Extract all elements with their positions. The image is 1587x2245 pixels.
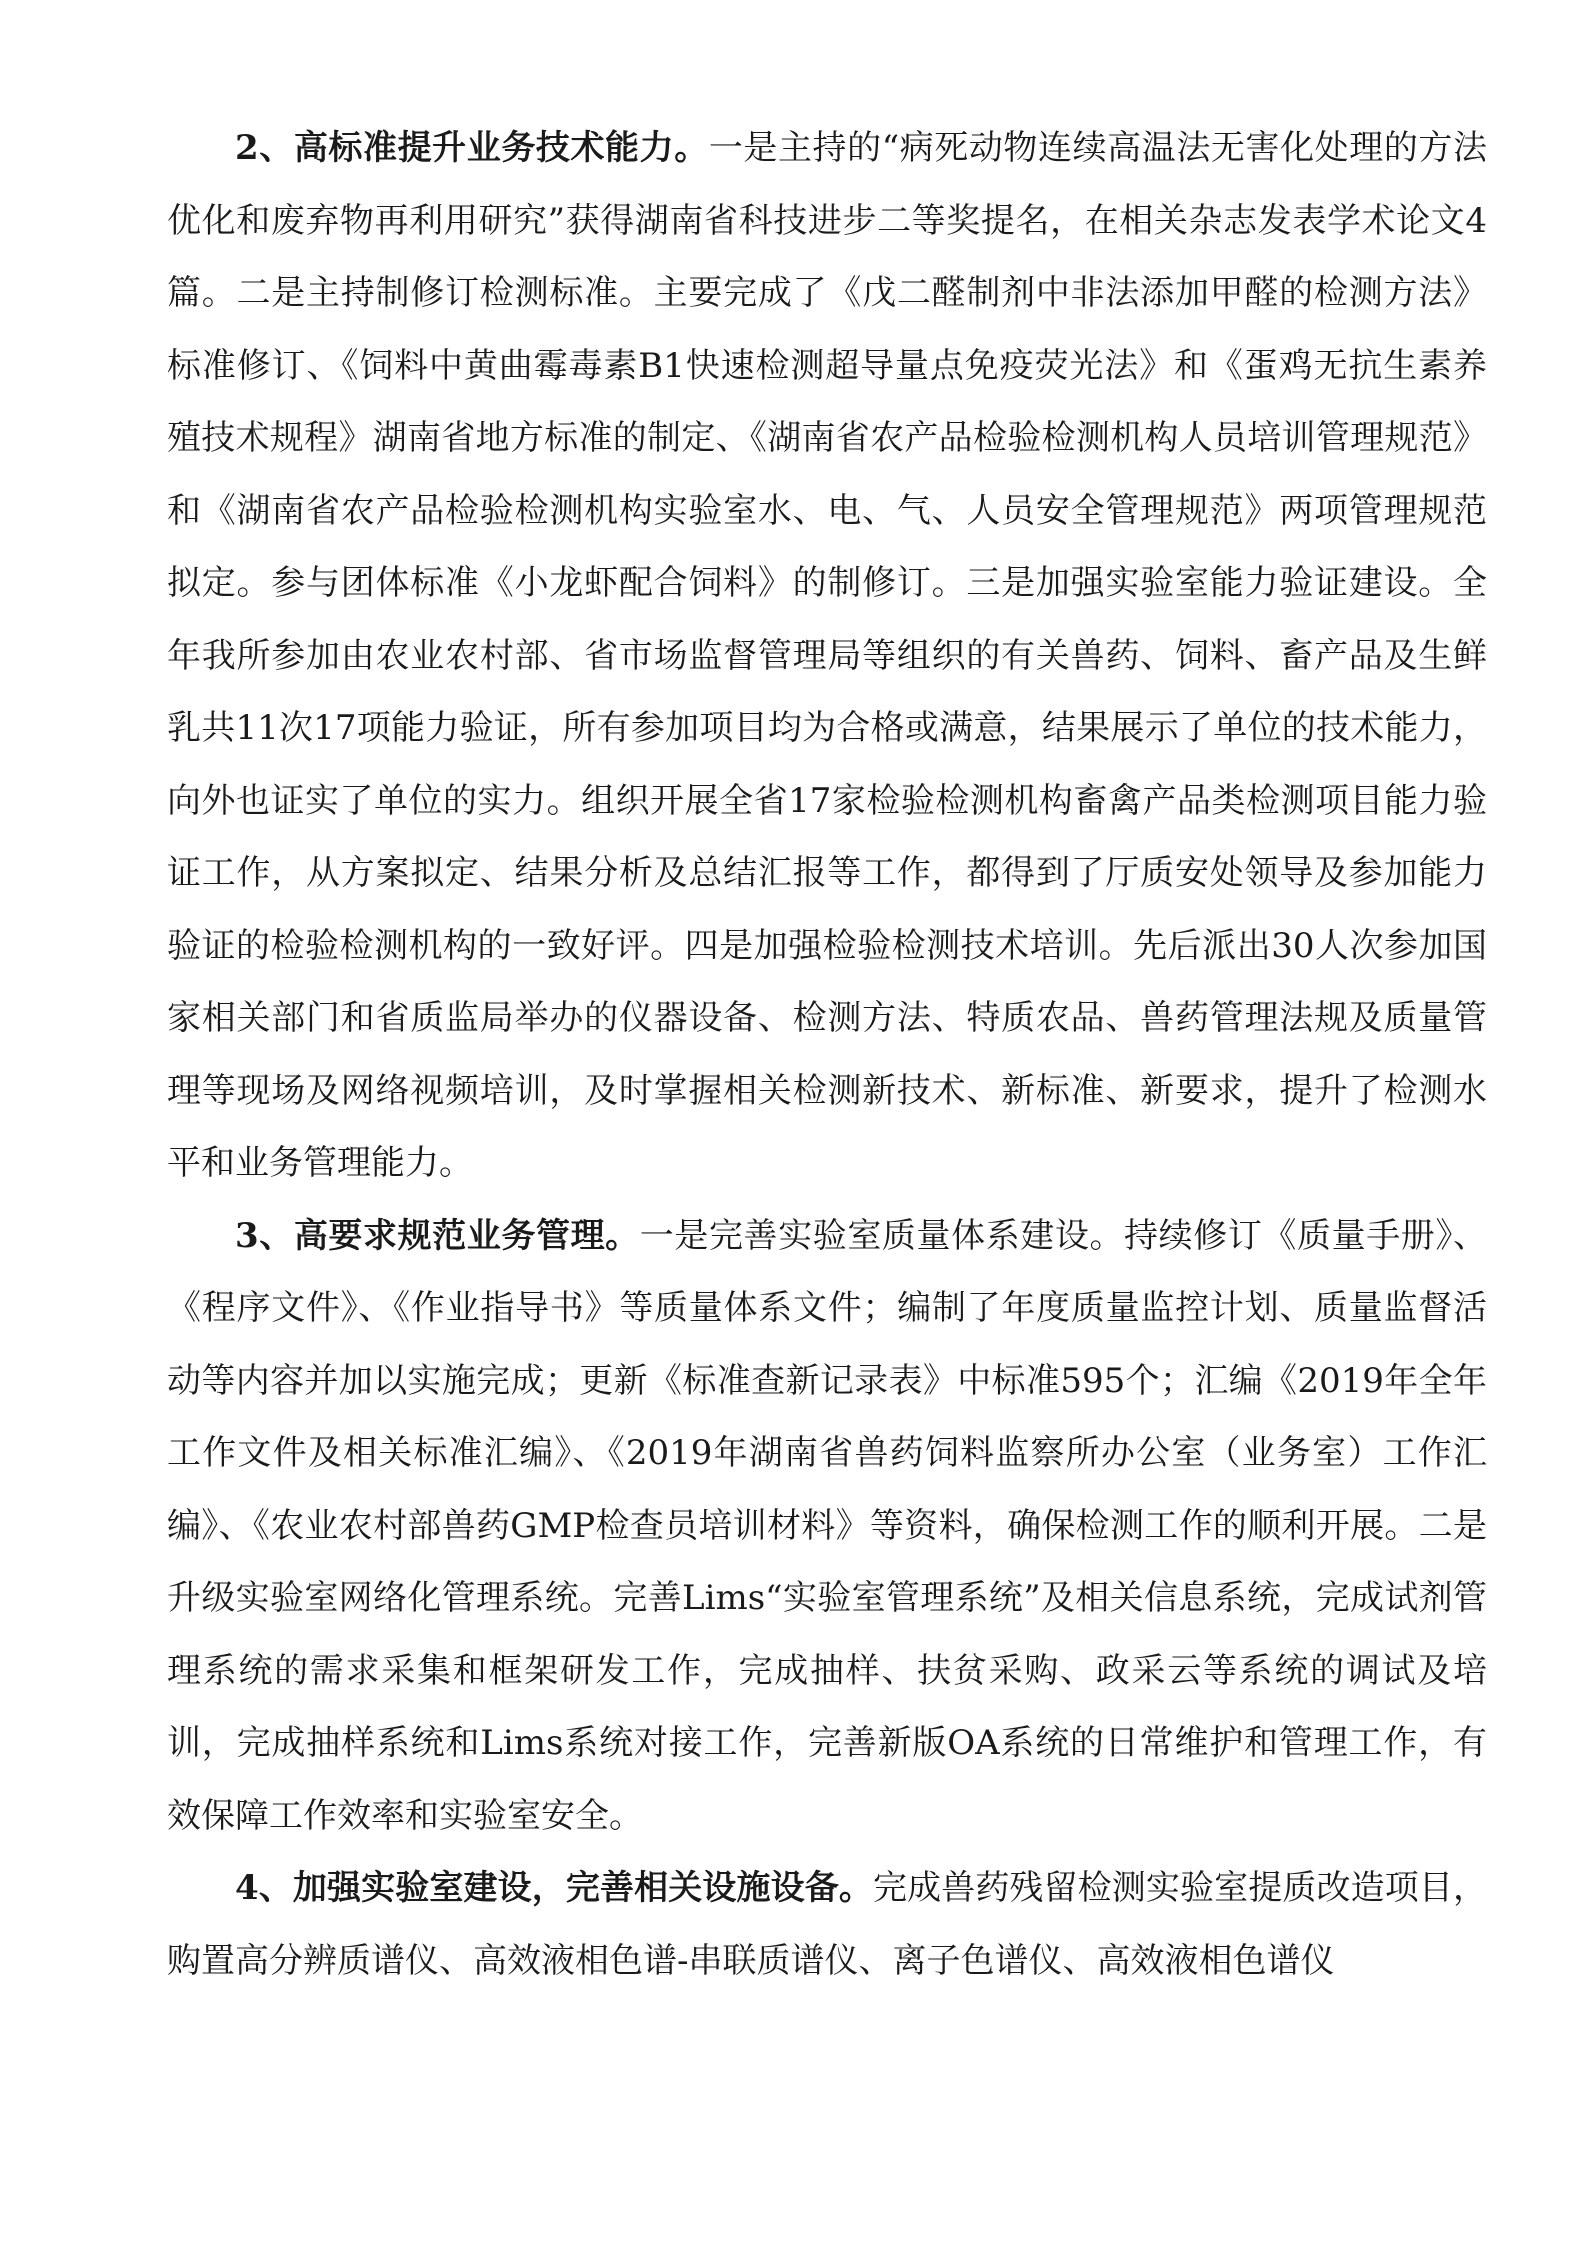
paragraph-business-capability (167, 112, 1487, 1200)
paragraph-lab-construction (167, 1852, 1487, 1997)
paragraph-heading: 2、高标准提升业务技术能力。 (235, 128, 709, 168)
paragraph-business-management (167, 1200, 1487, 1853)
paragraph-heading: 3、高要求规范业务管理。 (235, 1215, 640, 1256)
paragraph-text: 一是主持的“病死动物连续高温法无害化处理的方法优化和废弃物再利用研究”获得湖南省科技进步二等奖提名，在相关杂志发表学术论文4篇。二是主持制修订检测标准。主要完成了《戊二醛制剂中非法添加甲醛的检测方法》标准修订、《饲料中黄曲霉毒素B1快速检测超导量点免疫荧光法》和《蛋鸡无抗生素养殖技术规程》湖南省地方标准的制定、《湖南省农产品检验检测机构人员培训管理规范》和《湖南省农产品检验检测机构实验室水、电、气、人员安全管理规范》两项管理规范拟定。参与团体标准《小龙虾配合饲料》的制修订。三是加强实验室能力验证建设。全年我所参加由农业农村部、省市场监督管理局等组织的有关兽药、饲料、畜产品及生鲜乳共11次17项能力验证，所有参加项目均为合格或满意，结果展示了单位的技术能力，向外也证实了单位的实力。组织开展全省17家检验检测机构畜禽产品类检测项目能力验证工作，从方案拟定、结果分析及总结汇报等工作，都得到了厅质安处领导及参加能力验证的检验检测机构的一致好评。四是加强检验检测技术培训。先后派出30人次参加国家相关部门和省质监局举办的仪器设备、检测方法、特质农品、兽药管理法规及质量管理等现场及网络视频培训，及时掌握相关检测新技术、新标准、新要求，提升了检测水平和业务管理能力。 (167, 128, 1487, 1183)
paragraph-heading: 4、加强实验室建设，完善相关设施设备。 (235, 1868, 873, 1908)
paragraph-text: 一是完善实验室质量体系建设。持续修订《质量手册》、《程序文件》、《作业指导书》等质量体系文件；编制了年度质量监控计划、质量监督活动等内容并加以实施完成；更新《标准查新记录表》中标准595个；汇编《2019年全年工作文件及相关标准汇编》、《2019年湖南省兽药饲料监察所办公室（业务室）工作汇编》、《农业农村部兽药GMP检查员培训材料》等资料，确保检测工作的顺利开展。二是升级实验室网络化管理系统。完善Lims“实验室管理系统”及相关信息系统，完成试剂管理系统的需求采集和框架研发工作，完成抽样、扶贫采购、政采云等系统的调试及培训，完成抽样系统和Lims系统对接工作，完善新版OA系统的日常维护和管理工作，有效保障工作效率和实验室安全。 (167, 1215, 1487, 1836)
document-body (167, 112, 1487, 1997)
paragraph-text: 完成兽药残留检测实验室提质改造项目，购置高分辨质谱仪、高效液相色谱-串联质谱仪、离子色谱仪、高效液相色谱仪 (167, 1868, 1488, 1981)
